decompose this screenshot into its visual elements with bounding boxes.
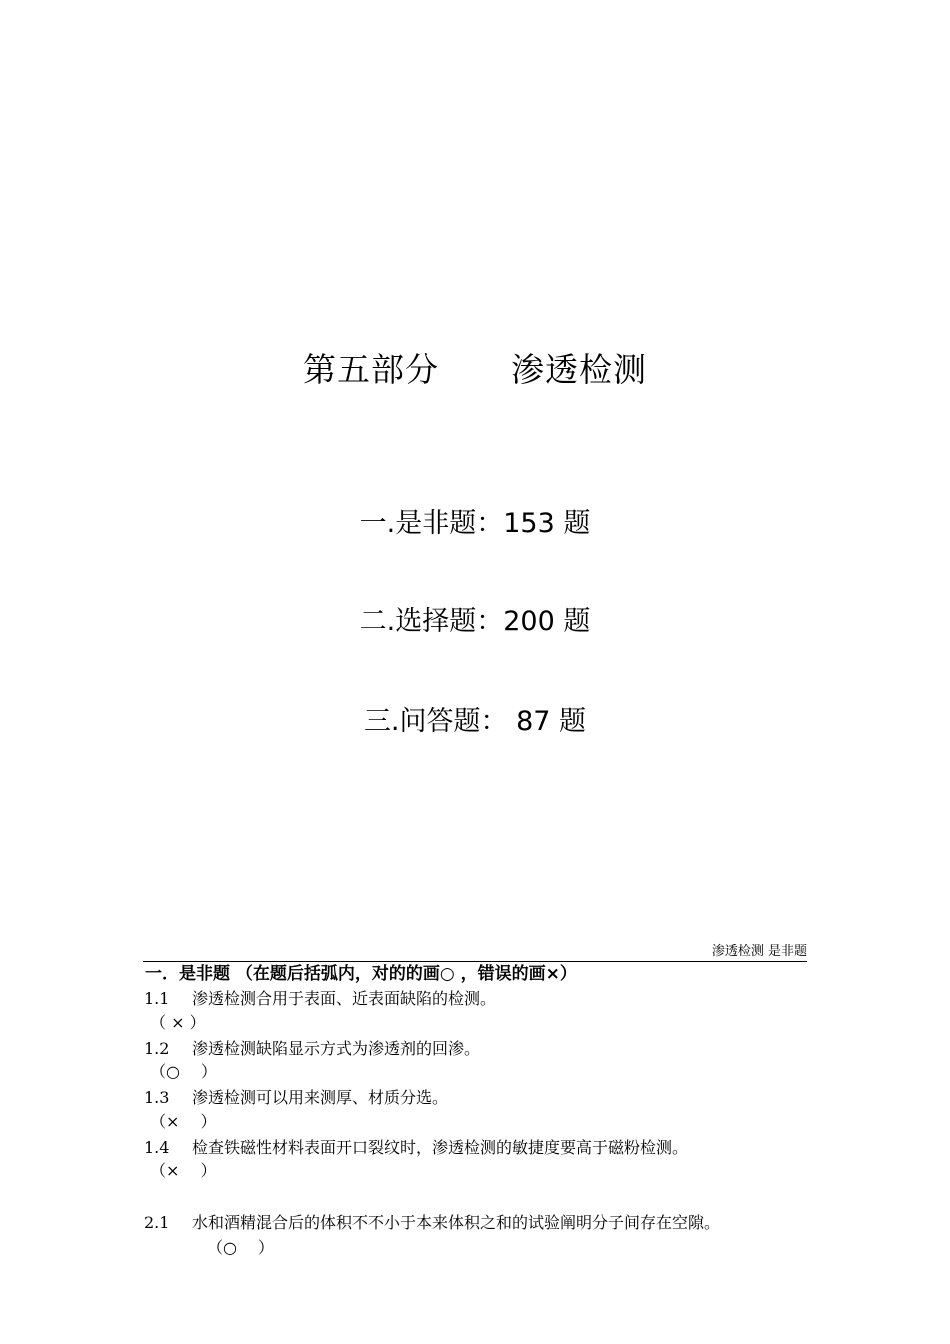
answer-mark: （× ）: [150, 1161, 217, 1180]
answer-mark: （○ ）: [207, 1238, 275, 1257]
page-title: [0, 344, 950, 391]
answer-mark: （ × ）: [150, 1013, 206, 1032]
question-item: [144, 1036, 480, 1059]
answer-mark: （× ）: [150, 1112, 217, 1131]
question-number: 1.4: [144, 1138, 170, 1157]
question-number: 1.2: [144, 1039, 170, 1058]
question-item: [144, 1210, 720, 1233]
summary-true-false: 一.是非题：153 题: [359, 508, 591, 539]
part-label: 第五部分: [303, 350, 439, 389]
question-text: 检查铁磁性材料表面开口裂纹时，渗透检测的敏捷度要高于磁粉检测。: [192, 1138, 689, 1157]
question-number: 1.1: [144, 989, 170, 1008]
question-item: [144, 1135, 688, 1158]
subject-label: 渗透检测: [511, 350, 647, 389]
question-text: 渗透检测合用于表面、近表面缺陷的检测。: [192, 989, 497, 1008]
question-number: 2.1: [144, 1213, 170, 1232]
question-item: [144, 986, 496, 1009]
running-header: 渗透检测 是非题: [143, 940, 807, 962]
question-text: 渗透检测可以用来测厚、材质分选。: [192, 1088, 449, 1107]
question-item: [144, 1085, 448, 1108]
question-text: 水和酒精混合后的体积不不小于本来体积之和的试验阐明分子间存在空隙。: [192, 1213, 721, 1232]
answer-mark: （○ ）: [150, 1062, 218, 1081]
summary-multiple-choice: 二.选择题：200 题: [359, 606, 591, 637]
summary-essay: 三.问答题： 87 题: [363, 706, 587, 737]
question-number: 1.3: [144, 1088, 170, 1107]
section-heading: 一．是非题 （在题后括弧内，对的的画○ ，错误的画×）: [145, 964, 577, 984]
question-text: 渗透检测缺陷显示方式为渗透剂的回渗。: [192, 1039, 481, 1058]
